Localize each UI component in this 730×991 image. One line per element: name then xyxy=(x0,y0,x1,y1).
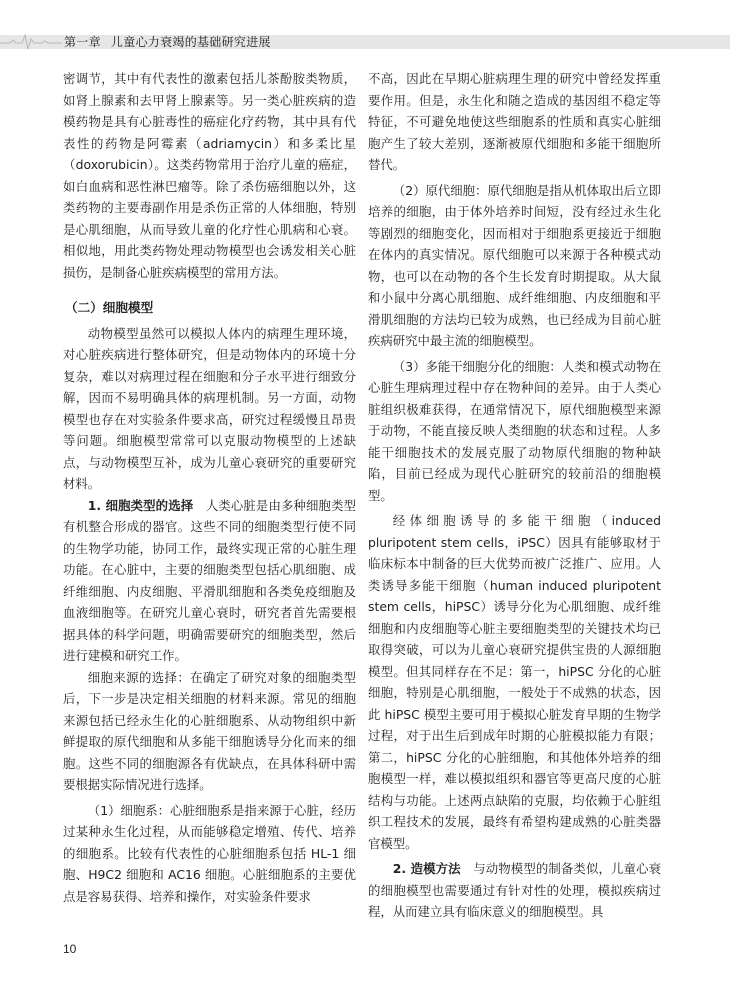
paragraph: 经体细胞诱导的多能干细胞（induced pluripotent stem cells，iPSC）因具有能够取材于临床标本中制备的巨大优势而被广泛推广、应用。人类诱导多能干细胞（human induced pluripotent stem cells，hiPSC）诱导分化为心肌细胞、成纤维细胞和内皮细胞等心脏主要细胞类型的关键技术均已取得突破，可以为儿童心衰研究提供宝贵的人源细胞模型。但其同样存在不足：第一，hiPSC 分化的心脏细胞，特别是心肌细胞，一般处于不成熟的状态，因此 hiPSC 模型主要可用于模拟心脏发育早期的生物学过程，对于出生后到成年时期的心脏模拟能力有限；第二，hiPSC 分化的心脏细胞，和其他体外培养的细胞模型一样，难以模拟组织和器官等更高尺度的心脏结构与功能。上述两点缺陷的克服，均依赖于心脏组织工程技术的发展，最终有希望构建成熟的心脏类器官模型。 xyxy=(368,513,661,851)
paragraph: 不高，因此在早期心脏病理生理的研究中曾经发挥重要作用。但是，永生化和随之造成的基因组不稳定等特征，不可避免地使这些细胞系的性质和真实心脏细胞产生了较大差别，逐渐被原代细胞和多能干细胞所替代。 xyxy=(368,71,661,172)
paragraph-text: 与动物模型的制备类似，儿童心衰的细胞模型也需要通过有针对性的处理，模拟疾病过程，从而建立具有临床意义的细胞模型。具 xyxy=(368,861,661,919)
paragraph: 动物模型虽然可以模拟人体内的病理生理环境，对心脏疾病进行整体研究，但是动物体内的环境十分复杂，难以对病理过程在细胞和分子水平进行细致分解，因而不易明确具体的病理机制。另一方面，动物模型也存在对实验条件要求高，研究过程缓慢且昂贵等问题。细胞模型常常可以克服动物模型的上述缺点，与动物模型互补，成为儿童心衰研究的重要研究材料。 xyxy=(63,325,356,491)
subsection-heading: 2. 造模方法 xyxy=(392,861,461,876)
paragraph xyxy=(368,858,661,923)
paragraph: （1）细胞系：心脏细胞系是指来源于心脏，经历过某种永生化过程，从而能够稳定增殖、传代、培养的细胞系。比较有代表性的心脏细胞系包括 HL-1 细胞、H9C2 细胞和 AC16 细胞。心脏细胞系的主要优点是容易获得、培养和操作，对实验条件要求 xyxy=(63,802,356,904)
paragraph: 密调节，其中有代表性的激素包括儿茶酚胺类物质，如肾上腺素和去甲肾上腺素等。另一类心脏疾病的造模药物是具有心脏毒性的癌症化疗药物，其中具有代表性的药物是阿霉素（adriamycin）和多柔比星（doxorubicin）。这类药物常用于治疗儿童的癌症，如白血病和恶性淋巴瘤等。除了杀伤癌细胞以外，这类药物的主要毒副作用是杀伤正常的人体细胞，特别是心肌细胞，从而导致儿童的化疗性心肌病和心衰。相似地，用此类药物处理动物模型也会诱发相关心脏损伤，是制备心脏疾病模型的常用方法。 xyxy=(63,71,356,280)
ecg-wave-icon xyxy=(0,33,62,51)
right-column xyxy=(368,68,661,923)
running-head xyxy=(0,0,730,52)
left-column xyxy=(63,68,356,907)
paragraph: （2）原代细胞：原代细胞是指从机体取出后立即培养的细胞，由于体外培养时间短，没有经过永生化等剧烈的细胞变化，因而相对于细胞系更接近于细胞在体内的真实情况。原代细胞可以来源于各种模式动物，也可以在动物的各个生长发育时期提取。从大鼠和小鼠中分离心肌细胞、成纤维细胞、内皮细胞和平滑肌细胞的方法均已较为成熟，也已经成为目前心脏疾病研究中最主流的细胞模型。 xyxy=(368,182,661,348)
page-number: 10 xyxy=(63,942,77,956)
paragraph: （3）多能干细胞分化的细胞：人类和模式动物在心脏生理病理过程中存在物种间的差异。由于人类心脏组织极难获得，在通常情况下，原代细胞模型来源于动物，不能直接反映人类细胞的状态和过程。人多能干细胞技术的发展克服了动物原代细胞的物种缺陷，目前已经成为现代心脏研究的较前沿的细胞模型。 xyxy=(368,358,661,503)
paragraph xyxy=(63,495,356,667)
chapter-number: 第一章 xyxy=(64,35,101,49)
section-heading: （二）细胞模型 xyxy=(65,300,154,315)
chapter-title: 儿童心力衰竭的基础研究进展 xyxy=(110,35,271,49)
chapter-heading xyxy=(64,34,281,50)
paragraph-text: 人类心脏是由多种细胞类型有机整合形成的器官。这些不同的细胞类型行使不同的生物学功能，协同工作，最终实现正常的心脏生理功能。在心脏中，主要的细胞类型包括心肌细胞、成纤维细胞、内皮细胞、平滑肌细胞和各类免疫细胞及血液细胞等。在研究儿童心衰时，研究者首先需要根据具体的科学问题，明确需要研究的细胞类型，然后进行建模和研究工作。 xyxy=(63,497,357,663)
subsection-heading: 1. 细胞类型的选择 xyxy=(87,497,194,513)
paragraph: 细胞来源的选择：在确定了研究对象的细胞类型后，下一步是决定相关细胞的材料来源。常见的细胞来源包括已经永生化的心脏细胞系、从动物组织中新鲜提取的原代细胞和从多能干细胞诱导分化而来的细胞。这些不同的细胞源各有优缺点，在具体科研中需要根据实际情况进行选择。 xyxy=(63,669,356,792)
